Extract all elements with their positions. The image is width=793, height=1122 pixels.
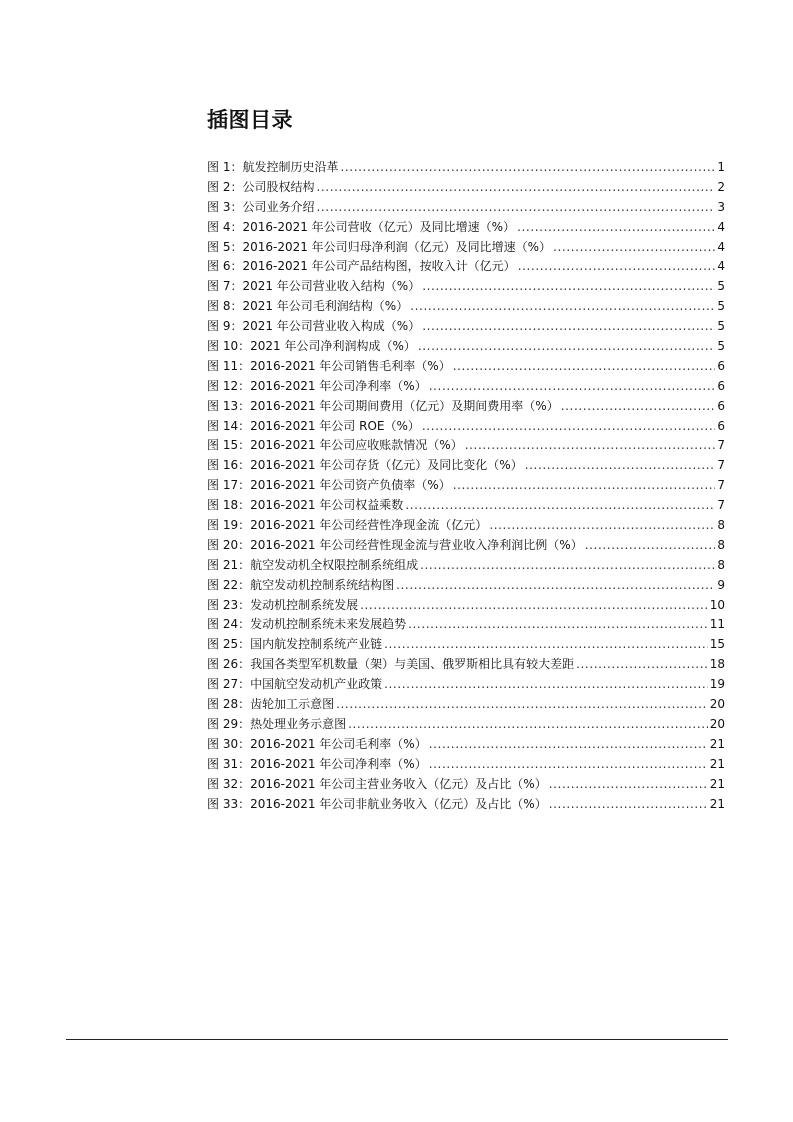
toc-entry-page: 7	[717, 458, 725, 473]
toc-entry-label: 图 22：航空发动机控制系统结构图	[207, 577, 395, 592]
footer-divider	[66, 1039, 728, 1040]
toc-entry-page: 15	[709, 637, 725, 652]
toc-entry-label: 图 11：2016-2021 年公司销售毛利率（%）	[207, 358, 451, 373]
toc-entry-label: 图 19：2016-2021 年公司经营性净现金流（亿元）	[207, 518, 488, 533]
toc-entry[interactable]	[207, 238, 725, 258]
toc-entry-label: 图 21：航空发动机全权限控制系统组成	[207, 557, 419, 572]
toc-entry-page: 4	[717, 239, 725, 254]
toc-leader-dots	[422, 417, 715, 437]
toc-entry[interactable]	[207, 417, 725, 437]
toc-entry[interactable]	[207, 218, 725, 238]
toc-leader-dots	[517, 218, 715, 238]
toc-entry[interactable]	[207, 297, 725, 317]
toc-entry-label: 图 13：2016-2021 年公司期间费用（亿元）及期间费用率（%）	[207, 398, 559, 413]
toc-leader-dots	[420, 556, 715, 576]
toc-entry-page: 18	[709, 657, 725, 672]
toc-leader-dots	[408, 615, 708, 635]
toc-entry-page: 5	[717, 299, 725, 314]
toc-entry[interactable]	[207, 357, 725, 377]
toc-entry-label: 图 12：2016-2021 年公司净利率（%）	[207, 378, 427, 393]
toc-entry-page: 6	[717, 358, 725, 373]
toc-leader-dots	[561, 397, 716, 417]
toc-entry[interactable]	[207, 257, 725, 277]
toc-entry[interactable]	[207, 158, 725, 178]
toc-entry-label: 图 31：2016-2021 年公司净利率（%）	[207, 756, 427, 771]
toc-entry[interactable]	[207, 715, 725, 735]
toc-entry-label: 图 14：2016-2021 年公司 ROE（%）	[207, 418, 420, 433]
toc-leader-dots	[348, 715, 708, 735]
page-title: 插图目录	[207, 108, 293, 132]
toc-leader-dots	[360, 596, 708, 616]
toc-leader-dots	[518, 257, 716, 277]
toc-leader-dots	[549, 775, 708, 795]
toc-entry-page: 7	[717, 498, 725, 513]
toc-entry[interactable]	[207, 596, 725, 616]
toc-entry[interactable]	[207, 198, 725, 218]
toc-leader-dots	[316, 198, 715, 218]
toc-entry-label: 图 17：2016-2021 年公司资产负债率（%）	[207, 478, 451, 493]
toc-entry[interactable]	[207, 735, 725, 755]
toc-entry-page: 21	[709, 756, 725, 771]
toc-entry-label: 图 1：航发控制历史沿革	[207, 160, 339, 174]
toc-entry[interactable]	[207, 675, 725, 695]
toc-entry-page: 11	[709, 617, 725, 632]
toc-entry-page: 3	[717, 199, 725, 214]
toc-leader-dots	[553, 238, 715, 258]
toc-entry-page: 8	[717, 557, 725, 572]
toc-entry-label: 图 8：2021 年公司毛利润结构（%）	[207, 299, 409, 314]
figure-list	[207, 158, 725, 814]
toc-entry-label: 图 3：公司业务介绍	[207, 199, 315, 214]
toc-entry-label: 图 26：我国各类型军机数量（架）与美国、俄罗斯相比具有较大差距	[207, 657, 575, 672]
toc-entry-page: 5	[717, 279, 725, 294]
toc-entry-label: 图 18：2016-2021 年公司权益乘数	[207, 498, 404, 513]
toc-leader-dots	[429, 755, 708, 775]
toc-entry[interactable]	[207, 615, 725, 635]
toc-entry[interactable]	[207, 635, 725, 655]
toc-entry-label: 图 23：发动机控制系统发展	[207, 597, 359, 612]
toc-entry-page: 8	[717, 537, 725, 552]
toc-entry[interactable]	[207, 775, 725, 795]
toc-entry[interactable]	[207, 795, 725, 815]
toc-entry-page: 4	[717, 219, 725, 234]
toc-entry-label: 图 32：2016-2021 年公司主营业务收入（亿元）及占比（%）	[207, 776, 547, 791]
toc-entry[interactable]	[207, 277, 725, 297]
toc-entry-page: 7	[717, 478, 725, 493]
toc-leader-dots	[429, 735, 708, 755]
toc-leader-dots	[336, 695, 708, 715]
toc-entry-page: 2	[717, 179, 725, 194]
toc-entry[interactable]	[207, 576, 725, 596]
toc-leader-dots	[453, 357, 716, 377]
toc-entry-page: 20	[709, 697, 725, 712]
toc-entry-page: 21	[709, 776, 725, 791]
toc-entry-page: 1	[717, 160, 725, 174]
toc-entry-page: 5	[717, 319, 725, 334]
toc-entry[interactable]	[207, 536, 725, 556]
toc-leader-dots	[429, 377, 716, 397]
toc-entry[interactable]	[207, 178, 725, 198]
toc-entry-label: 图 16：2016-2021 年公司存货（亿元）及同比变化（%）	[207, 458, 523, 473]
toc-entry-page: 21	[709, 736, 725, 751]
toc-entry-page: 7	[717, 438, 725, 453]
toc-leader-dots	[489, 516, 715, 536]
toc-entry-page: 6	[717, 378, 725, 393]
toc-entry[interactable]	[207, 755, 725, 775]
toc-entry-label: 图 10：2021 年公司净利润构成（%）	[207, 339, 416, 354]
toc-entry-page: 4	[717, 259, 725, 274]
toc-leader-dots	[422, 277, 715, 297]
toc-entry[interactable]	[207, 496, 725, 516]
toc-entry-page: 19	[709, 677, 725, 692]
toc-entry-label: 图 4：2016-2021 年公司营收（亿元）及同比增速（%）	[207, 219, 516, 234]
toc-leader-dots	[410, 297, 715, 317]
toc-entry-label: 图 2：公司股权结构	[207, 179, 315, 194]
toc-leader-dots	[465, 436, 716, 456]
toc-entry[interactable]	[207, 317, 725, 337]
toc-leader-dots	[453, 476, 716, 496]
toc-entry-page: 8	[717, 518, 725, 533]
toc-entry-label: 图 6：2016-2021 年公司产品结构图，按收入计（亿元）	[207, 259, 516, 274]
toc-entry-label: 图 25：国内航发控制系统产业链	[207, 637, 383, 652]
toc-entry[interactable]	[207, 337, 725, 357]
toc-entry-page: 10	[709, 597, 725, 612]
toc-entry[interactable]	[207, 456, 725, 476]
toc-entry-label: 图 33：2016-2021 年公司非航业务收入（亿元）及占比（%）	[207, 796, 547, 811]
toc-leader-dots	[396, 576, 715, 596]
toc-leader-dots	[585, 536, 716, 556]
toc-entry-page: 20	[709, 716, 725, 731]
toc-leader-dots	[316, 178, 715, 198]
toc-entry-page: 5	[717, 339, 725, 354]
toc-leader-dots	[384, 675, 708, 695]
toc-entry-label: 图 20：2016-2021 年公司经营性现金流与营业收入净利润比例（%）	[207, 537, 583, 552]
toc-entry[interactable]	[207, 516, 725, 536]
toc-entry-label: 图 9：2021 年公司营业收入构成（%）	[207, 319, 421, 334]
toc-entry-label: 图 29：热处理业务示意图	[207, 716, 347, 731]
toc-leader-dots	[384, 635, 708, 655]
toc-leader-dots	[525, 456, 716, 476]
toc-entry[interactable]	[207, 695, 725, 715]
toc-entry[interactable]	[207, 436, 725, 456]
toc-entry-label: 图 27：中国航空发动机产业政策	[207, 677, 383, 692]
toc-entry-label: 图 7：2021 年公司营业收入结构（%）	[207, 279, 421, 294]
toc-leader-dots	[549, 795, 708, 815]
toc-entry-label: 图 30：2016-2021 年公司毛利率（%）	[207, 736, 427, 751]
toc-entry[interactable]	[207, 397, 725, 417]
toc-entry-label: 图 28：齿轮加工示意图	[207, 697, 335, 712]
toc-entry-label: 图 24：发动机控制系统未来发展趋势	[207, 617, 407, 632]
toc-leader-dots	[418, 337, 716, 357]
toc-leader-dots	[576, 655, 708, 675]
toc-entry-page: 6	[717, 398, 725, 413]
toc-entry-label: 图 15：2016-2021 年公司应收账款情况（%）	[207, 438, 463, 453]
toc-entry[interactable]	[207, 556, 725, 576]
toc-entry[interactable]	[207, 377, 725, 397]
toc-entry-page: 21	[709, 796, 725, 811]
toc-leader-dots	[340, 158, 715, 178]
toc-leader-dots	[405, 496, 715, 516]
toc-entry-page: 9	[717, 577, 725, 592]
toc-entry-label: 图 5：2016-2021 年公司归母净利润（亿元）及同比增速（%）	[207, 239, 552, 254]
toc-entry[interactable]	[207, 476, 725, 496]
toc-entry[interactable]	[207, 655, 725, 675]
toc-entry-page: 6	[717, 418, 725, 433]
toc-leader-dots	[422, 317, 715, 337]
